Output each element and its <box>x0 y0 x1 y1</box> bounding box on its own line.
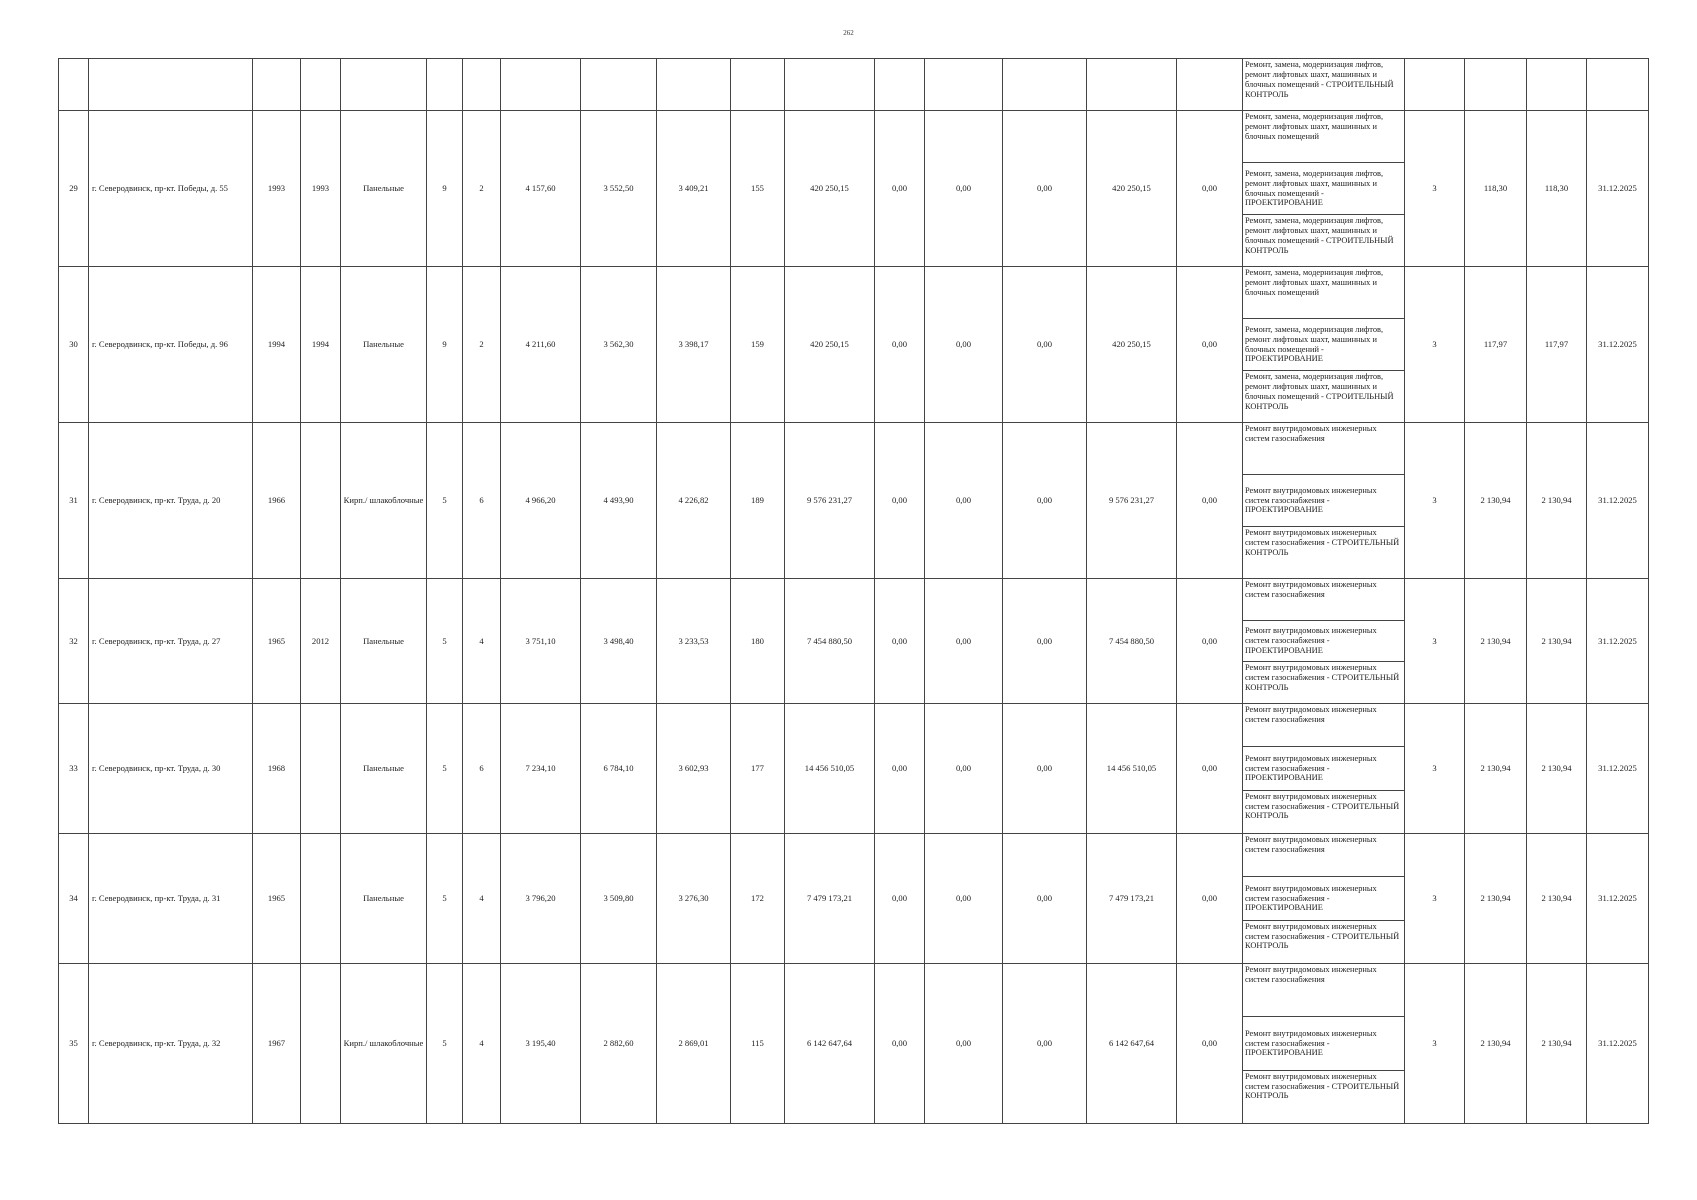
cell-fund-local: 0,00 <box>1003 111 1087 267</box>
cell-entrances: 4 <box>463 834 501 964</box>
work-type-item <box>1243 319 1404 371</box>
cell-unit-cost: 2 130,94 <box>1465 964 1527 1124</box>
cell-entrances: 2 <box>463 111 501 267</box>
work-type-text: Ремонт, замена, модернизация лифтов, ремонт лифтовых шахт, машинных и блочных помещений - ПРОЕКТИРОВАНИЕ <box>1245 324 1384 364</box>
cell-residents-count: 189 <box>731 423 785 579</box>
cell-area-residential: 3 409,21 <box>657 111 731 267</box>
work-type-item <box>1243 111 1404 163</box>
cell-residents-count: 115 <box>731 964 785 1124</box>
cell-unit-cost-max: 118,30 <box>1527 111 1587 267</box>
cell-cost-total: 420 250,15 <box>785 267 875 423</box>
cell-fund-other: 0,00 <box>1177 423 1243 579</box>
work-type-text: Ремонт внутридомовых инженерных систем газоснабжения - СТРОИТЕЛЬНЫЙ КОНТРОЛЬ <box>1245 528 1400 557</box>
work-type-item <box>1243 215 1404 266</box>
cell-floors: 5 <box>427 964 463 1124</box>
cell-unit-cost: 2 130,94 <box>1465 834 1527 964</box>
work-type-cell <box>1243 267 1405 423</box>
cell-entrances: 6 <box>463 423 501 579</box>
table-row <box>59 704 1649 834</box>
work-type-item <box>1243 163 1404 215</box>
cell-cost-total: 9 576 231,27 <box>785 423 875 579</box>
work-type-text: Ремонт внутридомовых инженерных систем газоснабжения <box>1245 835 1377 854</box>
cell-fund-regional: 0,00 <box>925 964 1003 1124</box>
cell-cost-total: 6 142 647,64 <box>785 964 875 1124</box>
cell-wall-material: Панельные <box>341 111 427 267</box>
cell-empty <box>1587 59 1649 111</box>
cell-year-built: 1966 <box>253 423 301 579</box>
cell-cost-total: 14 456 510,05 <box>785 704 875 834</box>
cell-unit-code: 3 <box>1405 267 1465 423</box>
work-type-item <box>1243 527 1404 578</box>
cell-floors: 9 <box>427 267 463 423</box>
work-type-text: Ремонт внутридомовых инженерных систем газоснабжения - СТРОИТЕЛЬНЫЙ КОНТРОЛЬ <box>1245 921 1400 951</box>
cell-fund-other: 0,00 <box>1177 964 1243 1124</box>
cell-area-premises: 3 562,30 <box>581 267 657 423</box>
cell-fund-local: 0,00 <box>1003 579 1087 704</box>
cell-wall-material: Панельные <box>341 267 427 423</box>
cell-year-built: 1965 <box>253 834 301 964</box>
cell-unit-cost: 118,30 <box>1465 111 1527 267</box>
cell-year-built: 1993 <box>253 111 301 267</box>
cell-fund-regional: 0,00 <box>925 579 1003 704</box>
cell-floors: 9 <box>427 111 463 267</box>
cell-cost-total: 7 454 880,50 <box>785 579 875 704</box>
cell-fund-local: 0,00 <box>1003 834 1087 964</box>
cell-area-residential: 3 602,93 <box>657 704 731 834</box>
cell-empty <box>463 59 501 111</box>
work-type-text: Ремонт внутридомовых инженерных систем газоснабжения - СТРОИТЕЛЬНЫЙ КОНТРОЛЬ <box>1245 663 1400 693</box>
cell-fund-owners: 420 250,15 <box>1087 111 1177 267</box>
cell-floors: 5 <box>427 423 463 579</box>
cell-deadline: 31.12.2025 <box>1587 111 1649 267</box>
cell-cost-total: 7 479 173,21 <box>785 834 875 964</box>
work-type-item <box>1243 1071 1404 1123</box>
table-row <box>59 964 1649 1124</box>
cell-residents-count: 180 <box>731 579 785 704</box>
cell-residents-count: 155 <box>731 111 785 267</box>
cell-unit-cost: 2 130,94 <box>1465 704 1527 834</box>
cell-unit-code: 3 <box>1405 579 1465 704</box>
work-type-text: Ремонт внутридомовых инженерных систем газоснабжения <box>1245 580 1377 599</box>
cell-fund-local: 0,00 <box>1003 964 1087 1124</box>
work-type-item <box>1243 877 1404 920</box>
cell-address: г. Северодвинск, пр-кт. Труда, д. 32 <box>89 964 253 1124</box>
work-type-text: Ремонт внутридомовых инженерных систем газоснабжения - ПРОЕКТИРОВАНИЕ <box>1245 753 1377 783</box>
work-type-item <box>1243 704 1404 747</box>
cell-year-overhaul: 1994 <box>301 267 341 423</box>
cell-row-number: 31 <box>59 423 89 579</box>
cell-unit-cost: 117,97 <box>1465 267 1527 423</box>
cell-empty <box>253 59 301 111</box>
cell-fund-federal: 0,00 <box>875 964 925 1124</box>
cell-empty <box>427 59 463 111</box>
cell-area-total: 4 211,60 <box>501 267 581 423</box>
cell-empty <box>501 59 581 111</box>
work-type-text: Ремонт, замена, модернизация лифтов, ремонт лифтовых шахт, машинных и блочных помещений - ПРОЕКТИРОВАНИЕ <box>1245 168 1384 208</box>
cell-area-total: 3 796,20 <box>501 834 581 964</box>
cell-floors: 5 <box>427 834 463 964</box>
cell-fund-federal: 0,00 <box>875 267 925 423</box>
work-type-cell <box>1243 834 1405 964</box>
cell-fund-other: 0,00 <box>1177 111 1243 267</box>
cell-row-number: 33 <box>59 704 89 834</box>
cell-area-total: 7 234,10 <box>501 704 581 834</box>
work-type-text: Ремонт, замена, модернизация лифтов, ремонт лифтовых шахт, машинных и блочных помещений - СТРОИТЕЛЬНЫЙ КОНТРОЛЬ <box>1245 216 1394 255</box>
cell-cost-total: 420 250,15 <box>785 111 875 267</box>
cell-empty <box>1405 59 1465 111</box>
cell-fund-owners: 6 142 647,64 <box>1087 964 1177 1124</box>
cell-unit-cost: 2 130,94 <box>1465 423 1527 579</box>
cell-area-total: 4 966,20 <box>501 423 581 579</box>
cell-year-built: 1968 <box>253 704 301 834</box>
cell-unit-code: 3 <box>1405 423 1465 579</box>
cell-fund-local: 0,00 <box>1003 704 1087 834</box>
cell-empty <box>341 59 427 111</box>
cell-unit-cost: 2 130,94 <box>1465 579 1527 704</box>
work-type-item <box>1243 621 1404 663</box>
cell-address: г. Северодвинск, пр-кт. Труда, д. 31 <box>89 834 253 964</box>
cell-fund-federal: 0,00 <box>875 111 925 267</box>
work-type-cell <box>1243 59 1405 111</box>
cell-row-number: 35 <box>59 964 89 1124</box>
cell-year-built: 1967 <box>253 964 301 1124</box>
cell-year-overhaul <box>301 423 341 579</box>
work-type-item <box>1243 371 1404 422</box>
cell-empty <box>925 59 1003 111</box>
cell-empty <box>1527 59 1587 111</box>
cell-address: г. Северодвинск, пр-кт. Труда, д. 20 <box>89 423 253 579</box>
cell-floors: 5 <box>427 704 463 834</box>
cell-year-overhaul <box>301 704 341 834</box>
cell-unit-code: 3 <box>1405 704 1465 834</box>
cell-address: г. Северодвинск, пр-кт. Труда, д. 27 <box>89 579 253 704</box>
cell-area-residential: 3 276,30 <box>657 834 731 964</box>
work-type-item <box>1243 921 1404 963</box>
cell-residents-count: 159 <box>731 267 785 423</box>
work-type-item <box>1243 834 1404 877</box>
work-type-text: Ремонт внутридомовых инженерных систем газоснабжения - ПРОЕКТИРОВАНИЕ <box>1245 485 1377 515</box>
cell-unit-cost-max: 117,97 <box>1527 267 1587 423</box>
cell-wall-material: Панельные <box>341 579 427 704</box>
cell-residents-count: 177 <box>731 704 785 834</box>
work-type-item <box>1243 1017 1404 1070</box>
cell-fund-other: 0,00 <box>1177 579 1243 704</box>
cell-unit-cost-max: 2 130,94 <box>1527 579 1587 704</box>
cell-fund-other: 0,00 <box>1177 704 1243 834</box>
work-type-text: Ремонт внутридомовых инженерных систем газоснабжения - СТРОИТЕЛЬНЫЙ КОНТРОЛЬ <box>1245 1071 1400 1101</box>
cell-wall-material: Кирп./ шлакоблочные <box>341 423 427 579</box>
work-type-text: Ремонт внутридомовых инженерных систем газоснабжения - ПРОЕКТИРОВАНИЕ <box>1245 1028 1377 1058</box>
cell-area-premises: 3 552,50 <box>581 111 657 267</box>
cell-deadline: 31.12.2025 <box>1587 267 1649 423</box>
work-type-item <box>1243 747 1404 790</box>
cell-area-total: 4 157,60 <box>501 111 581 267</box>
work-type-text: Ремонт внутридомовых инженерных систем газоснабжения <box>1245 705 1377 724</box>
cell-unit-code: 3 <box>1405 111 1465 267</box>
work-type-item <box>1243 423 1404 475</box>
cell-year-overhaul: 1993 <box>301 111 341 267</box>
cell-year-built: 1994 <box>253 267 301 423</box>
work-type-item <box>1243 964 1404 1017</box>
cell-year-overhaul <box>301 834 341 964</box>
cell-empty <box>1003 59 1087 111</box>
cell-fund-regional: 0,00 <box>925 704 1003 834</box>
cell-fund-owners: 7 454 880,50 <box>1087 579 1177 704</box>
cell-area-residential: 2 869,01 <box>657 964 731 1124</box>
work-type-item <box>1243 662 1404 703</box>
cell-fund-other: 0,00 <box>1177 267 1243 423</box>
cell-year-built: 1965 <box>253 579 301 704</box>
cell-fund-regional: 0,00 <box>925 111 1003 267</box>
cell-row-number: 30 <box>59 267 89 423</box>
cell-address: г. Северодвинск, пр-кт. Победы, д. 96 <box>89 267 253 423</box>
cell-unit-code: 3 <box>1405 964 1465 1124</box>
cell-empty <box>657 59 731 111</box>
cell-fund-federal: 0,00 <box>875 423 925 579</box>
work-type-cell <box>1243 704 1405 834</box>
cell-empty <box>59 59 89 111</box>
cell-row-number: 32 <box>59 579 89 704</box>
cell-empty <box>1177 59 1243 111</box>
overhaul-register-table <box>58 58 1649 1124</box>
work-type-item <box>1243 267 1404 319</box>
cell-unit-cost-max: 2 130,94 <box>1527 964 1587 1124</box>
cell-fund-regional: 0,00 <box>925 423 1003 579</box>
cell-unit-cost-max: 2 130,94 <box>1527 423 1587 579</box>
cell-area-premises: 3 498,40 <box>581 579 657 704</box>
cell-area-premises: 6 784,10 <box>581 704 657 834</box>
cell-fund-owners: 9 576 231,27 <box>1087 423 1177 579</box>
cell-row-number: 34 <box>59 834 89 964</box>
cell-residents-count: 172 <box>731 834 785 964</box>
cell-entrances: 6 <box>463 704 501 834</box>
cell-row-number: 29 <box>59 111 89 267</box>
work-type-cell <box>1243 423 1405 579</box>
cell-area-residential: 4 226,82 <box>657 423 731 579</box>
work-type-text: Ремонт внутридомовых инженерных систем газоснабжения - ПРОЕКТИРОВАНИЕ <box>1245 883 1377 913</box>
cell-fund-regional: 0,00 <box>925 834 1003 964</box>
cell-address: г. Северодвинск, пр-кт. Победы, д. 55 <box>89 111 253 267</box>
cell-empty <box>1087 59 1177 111</box>
cell-year-overhaul: 2012 <box>301 579 341 704</box>
cell-area-premises: 2 882,60 <box>581 964 657 1124</box>
cell-fund-owners: 14 456 510,05 <box>1087 704 1177 834</box>
cell-area-total: 3 751,10 <box>501 579 581 704</box>
work-type-text: Ремонт, замена, модернизация лифтов, ремонт лифтовых шахт, машинных и блочных помещений <box>1245 268 1384 297</box>
cell-entrances: 2 <box>463 267 501 423</box>
work-type-item <box>1243 791 1404 833</box>
cell-unit-cost-max: 2 130,94 <box>1527 704 1587 834</box>
work-type-text: Ремонт, замена, модернизация лифтов, ремонт лифтовых шахт, машинных и блочных помещений - СТРОИТЕЛЬНЫЙ КОНТРОЛЬ <box>1245 372 1394 411</box>
cell-empty <box>731 59 785 111</box>
cell-deadline: 31.12.2025 <box>1587 834 1649 964</box>
work-type-cell <box>1243 964 1405 1124</box>
cell-deadline: 31.12.2025 <box>1587 423 1649 579</box>
cell-empty <box>1465 59 1527 111</box>
cell-wall-material: Панельные <box>341 704 427 834</box>
cell-area-residential: 3 398,17 <box>657 267 731 423</box>
work-type-item <box>1243 579 1404 621</box>
cell-year-overhaul <box>301 964 341 1124</box>
cell-empty <box>89 59 253 111</box>
work-type-text: Ремонт, замена, модернизация лифтов, ремонт лифтовых шахт, машинных и блочных помещений - СТРОИТЕЛЬНЫЙ КОНТРОЛЬ <box>1245 60 1394 99</box>
cell-fund-other: 0,00 <box>1177 834 1243 964</box>
work-type-text: Ремонт внутридомовых инженерных систем газоснабжения <box>1245 424 1377 443</box>
cell-fund-federal: 0,00 <box>875 704 925 834</box>
work-type-item <box>1243 475 1404 527</box>
cell-empty <box>581 59 657 111</box>
cell-fund-federal: 0,00 <box>875 579 925 704</box>
cell-entrances: 4 <box>463 964 501 1124</box>
cell-area-premises: 4 493,90 <box>581 423 657 579</box>
cell-fund-owners: 420 250,15 <box>1087 267 1177 423</box>
work-type-cell <box>1243 111 1405 267</box>
work-type-text: Ремонт внутридомовых инженерных систем газоснабжения <box>1245 965 1377 984</box>
cell-area-premises: 3 509,80 <box>581 834 657 964</box>
cell-deadline: 31.12.2025 <box>1587 579 1649 704</box>
table-row <box>59 834 1649 964</box>
cell-unit-cost-max: 2 130,94 <box>1527 834 1587 964</box>
work-type-text: Ремонт, замена, модернизация лифтов, ремонт лифтовых шахт, машинных и блочных помещений <box>1245 112 1384 141</box>
cell-wall-material: Кирп./ шлакоблочные <box>341 964 427 1124</box>
work-type-text: Ремонт внутридомовых инженерных систем газоснабжения - СТРОИТЕЛЬНЫЙ КОНТРОЛЬ <box>1245 791 1400 821</box>
work-type-text: Ремонт внутридомовых инженерных систем газоснабжения - ПРОЕКТИРОВАНИЕ <box>1245 626 1377 655</box>
work-type-item <box>1243 59 1404 101</box>
cell-deadline: 31.12.2025 <box>1587 704 1649 834</box>
work-type-cell <box>1243 579 1405 704</box>
cell-fund-regional: 0,00 <box>925 267 1003 423</box>
table-row <box>59 423 1649 579</box>
cell-wall-material: Панельные <box>341 834 427 964</box>
cell-area-residential: 3 233,53 <box>657 579 731 704</box>
cell-empty <box>875 59 925 111</box>
table-row-fragment <box>59 59 1649 111</box>
cell-fund-owners: 7 479 173,21 <box>1087 834 1177 964</box>
cell-area-total: 3 195,40 <box>501 964 581 1124</box>
cell-empty <box>301 59 341 111</box>
cell-entrances: 4 <box>463 579 501 704</box>
cell-fund-federal: 0,00 <box>875 834 925 964</box>
page-number: 262 <box>843 29 854 37</box>
cell-fund-local: 0,00 <box>1003 267 1087 423</box>
cell-address: г. Северодвинск, пр-кт. Труда, д. 30 <box>89 704 253 834</box>
cell-deadline: 31.12.2025 <box>1587 964 1649 1124</box>
table-row <box>59 267 1649 423</box>
table-row <box>59 579 1649 704</box>
cell-unit-code: 3 <box>1405 834 1465 964</box>
cell-floors: 5 <box>427 579 463 704</box>
cell-fund-local: 0,00 <box>1003 423 1087 579</box>
cell-empty <box>785 59 875 111</box>
table-row <box>59 111 1649 267</box>
